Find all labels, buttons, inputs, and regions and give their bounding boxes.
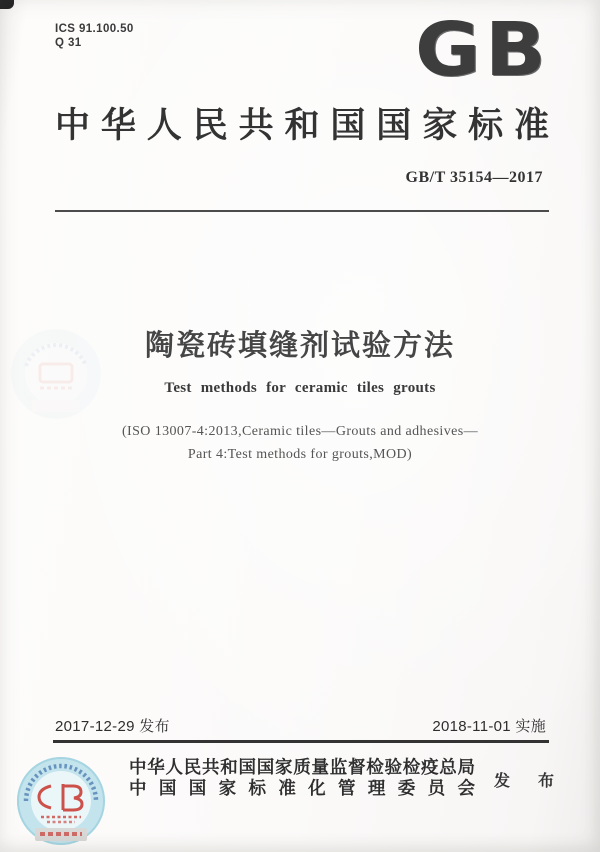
publish-label: 发 布 [494, 773, 567, 790]
ics-code: ICS 91.100.50 [55, 23, 134, 35]
national-standard-heading: 中华人民共和国国家标准 [55, 106, 549, 145]
iso-reference [0, 420, 600, 466]
ics-classification-block [55, 22, 134, 50]
issuer-line1: 中华人民共和国国家质量监督检验检疫总局 [129, 757, 475, 777]
issuer-line2: 中国国家标准化管理委员会 [129, 777, 475, 798]
scan-corner-artifact [0, 0, 14, 9]
doc-class-code: Q 31 [55, 37, 82, 49]
iso-reference-line1: (ISO 13007-4:2013,Ceramic tiles—Grouts and adhesives— [122, 424, 478, 439]
date-row [55, 715, 546, 736]
document-title-english: Test methods for ceramic tiles grouts [164, 380, 436, 396]
gb-logo: GB [414, 7, 550, 93]
issuing-authorities [129, 757, 475, 798]
footer-divider-line [53, 740, 549, 743]
blue-certification-seal [13, 754, 109, 852]
standard-number: GB/T 35154—2017 [405, 169, 543, 186]
implementation-date: 2018-11-01 实施 [432, 718, 546, 735]
document-title-chinese: 陶瓷砖填缝剂试验方法 [144, 330, 455, 362]
iso-reference-line2: Part 4:Test methods for grouts,MOD) [187, 447, 413, 462]
header-divider-line [55, 210, 549, 212]
issue-date: 2017-12-29 发布 [55, 718, 170, 735]
